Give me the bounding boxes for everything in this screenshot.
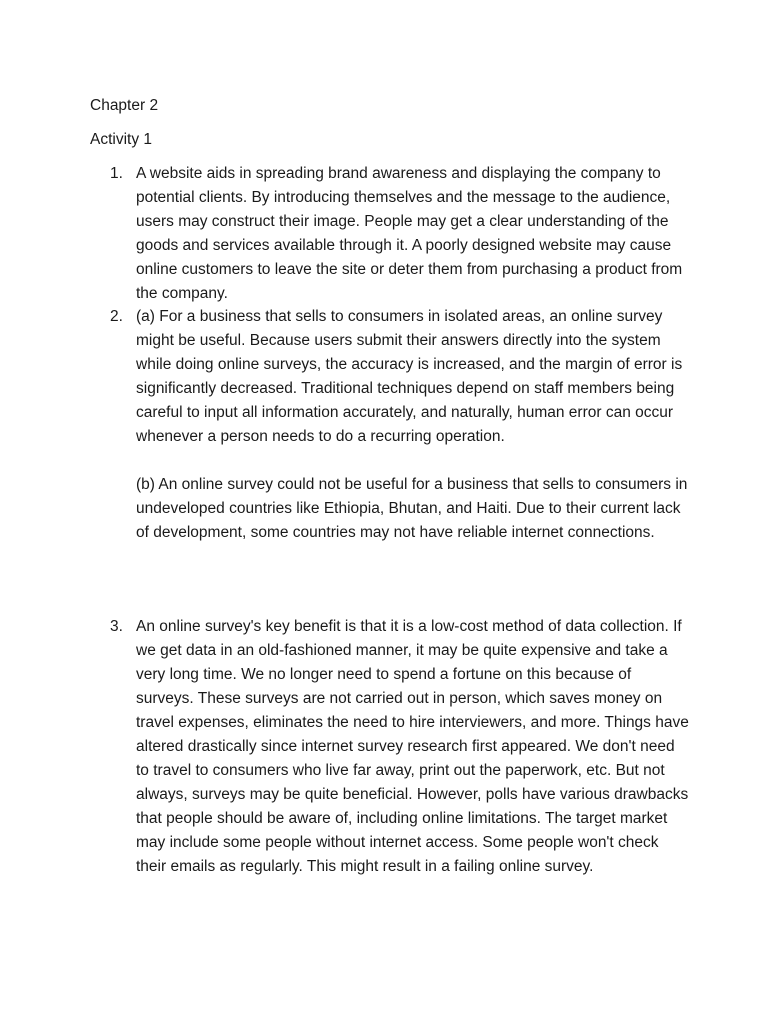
- list-item-body: [136, 305, 690, 545]
- list-item-number: 3.: [110, 618, 123, 635]
- list-item-3: [110, 615, 690, 879]
- list-item-1: [110, 162, 690, 306]
- list-item-number: 1.: [110, 165, 123, 182]
- list-item-body: [136, 615, 690, 879]
- paragraph-part-a: (a) For a business that sells to consumers in isolated areas, an online survey might be useful. Because users submit their answers directly into the system while doing online surveys, the accuracy is increased, and the margin of error is significantly decreased. Traditional techniques depend on staff members being careful to input all information accurately, and naturally, human error can occur whenever a person needs to do a recurring operation.: [136, 308, 683, 445]
- chapter-heading: Chapter 2: [90, 97, 159, 114]
- paragraph-part-b: (b) An online survey could not be useful for a business that sells to consumers in undeveloped countries like Ethiopia, Bhutan, and Haiti. Due to their current lack of development, some countries may not have reliable internet connections.: [136, 476, 688, 541]
- paragraph: A website aids in spreading brand awareness and displaying the company to potential clients. By introducing themselves and the message to the audience, users may construct their image. People may get a clear understanding of the goods and services available through it. A poorly designed website may cause online customers to leave the site or deter them from purchasing a product from the company.: [136, 165, 683, 302]
- list-item-2: [110, 305, 690, 545]
- paragraph: An online survey's key benefit is that it is a low-cost method of data collection. If we get data in an old-fashioned manner, it may be quite expensive and take a very long time. We no longer need to spend a fortune on this because of surveys. These surveys are not carried out in person, which saves money on travel expenses, eliminates the need to hire interviewers, and more. Things have altered drastically since internet survey research first appeared. We don't need to travel to consumers who live far away, print out the paperwork, etc. But not always, surveys may be quite beneficial. However, polls have various drawbacks that people should be aware of, including online limitations. The target market may include some people without internet access. Some people won't check their emails as regularly. This might result in a failing online survey.: [136, 618, 689, 875]
- list-item-body: [136, 162, 690, 306]
- list-item-number: 2.: [110, 308, 123, 325]
- activity-heading: Activity 1: [90, 131, 153, 148]
